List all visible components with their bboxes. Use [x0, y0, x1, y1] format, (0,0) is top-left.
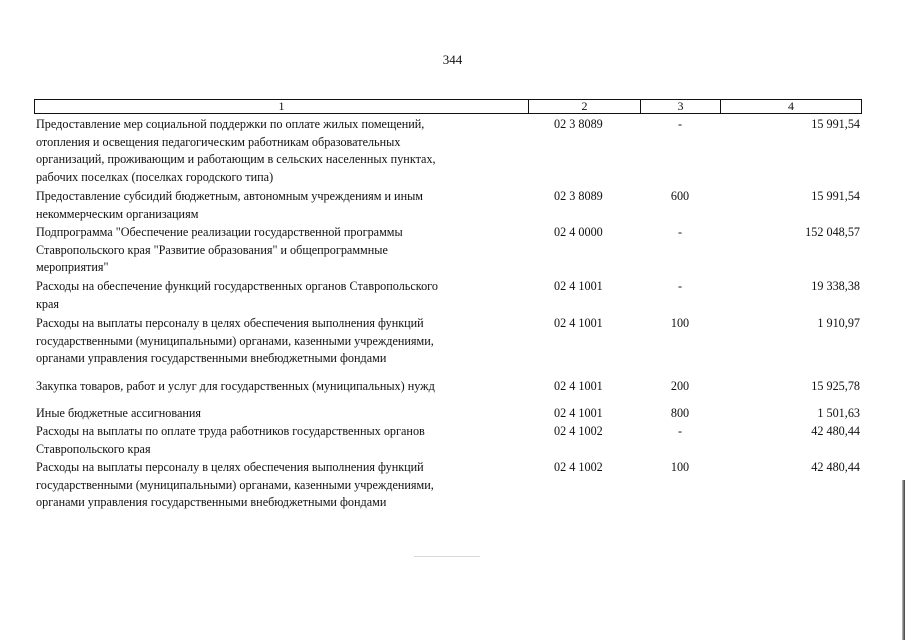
row-code: 02 4 1001 — [554, 316, 603, 330]
row-code: 02 4 1002 — [554, 424, 603, 438]
row-type: 100 — [670, 460, 690, 474]
column-header-1: 1 — [35, 100, 529, 113]
row-type: 200 — [670, 379, 690, 393]
row-name: Иные бюджетные ассигнования — [36, 406, 202, 420]
row-amount: 1 910,97 — [817, 316, 860, 330]
row-name: Расходы на выплаты персоналу в целях обеспечения выполнения функций государственными (муниципальными) органами, казенными учреждениями, органами управления государственными внебюджетными фондами — [36, 460, 434, 509]
row-type: 600 — [670, 189, 690, 203]
row-code: 02 3 8089 — [554, 189, 603, 203]
row-amount: 1 501,63 — [817, 406, 860, 420]
column-header-2: 2 — [529, 100, 641, 113]
row-name: Подпрограмма "Обеспечение реализации государственной программы Ставропольского края "Развитие образования" и общепрограммные мероприятия" — [36, 225, 403, 274]
row-code: 02 4 1001 — [554, 406, 603, 420]
row-amount: 42 480,44 — [811, 424, 860, 438]
row-type: - — [677, 225, 683, 239]
budget-table — [34, 99, 862, 509]
row-name: Предоставление мер социальной поддержки по оплате жилых помещений, отопления и освещения педагогическим работникам образовательных организаций, проживающим и работающим в сельских населенных пунктах, рабочих поселках (поселках городского типа) — [36, 117, 436, 184]
row-type: - — [677, 117, 683, 131]
row-code: 02 4 0000 — [554, 225, 603, 239]
row-amount: 152 048,57 — [805, 225, 860, 239]
row-code: 02 4 1002 — [554, 460, 603, 474]
row-amount: 15 991,54 — [811, 189, 860, 203]
row-amount: 15 991,54 — [811, 117, 860, 131]
row-amount: 42 480,44 — [811, 460, 860, 474]
table-header-row — [34, 99, 862, 114]
row-name: Расходы на выплаты по оплате труда работников государственных органов Ставропольского края — [36, 424, 425, 456]
column-header-3: 3 — [641, 100, 721, 113]
page-number: 344 — [442, 52, 463, 67]
row-name: Закупка товаров, работ и услуг для государственных (муниципальных) нужд — [36, 379, 435, 393]
row-name: Расходы на выплаты персоналу в целях обеспечения выполнения функций государственными (муниципальными) органами, казенными учреждениями, органами управления государственными внебюджетными фондами — [36, 316, 434, 365]
row-name: Расходы на обеспечение функций государственных органов Ставропольского края — [36, 279, 438, 311]
row-code: 02 4 1001 — [554, 279, 603, 293]
column-header-4: 4 — [788, 99, 794, 113]
row-code: 02 3 8089 — [554, 117, 603, 131]
row-amount: 19 338,38 — [811, 279, 860, 293]
row-type: - — [677, 424, 683, 438]
row-code: 02 4 1001 — [554, 379, 603, 393]
row-name: Предоставление субсидий бюджетным, автономным учреждениям и иным некоммерческим организациям — [36, 189, 423, 221]
row-type: 100 — [670, 316, 690, 330]
row-type: - — [677, 279, 683, 293]
row-amount: 15 925,78 — [811, 379, 860, 393]
row-type: 800 — [670, 406, 690, 420]
scan-mark — [414, 556, 480, 557]
